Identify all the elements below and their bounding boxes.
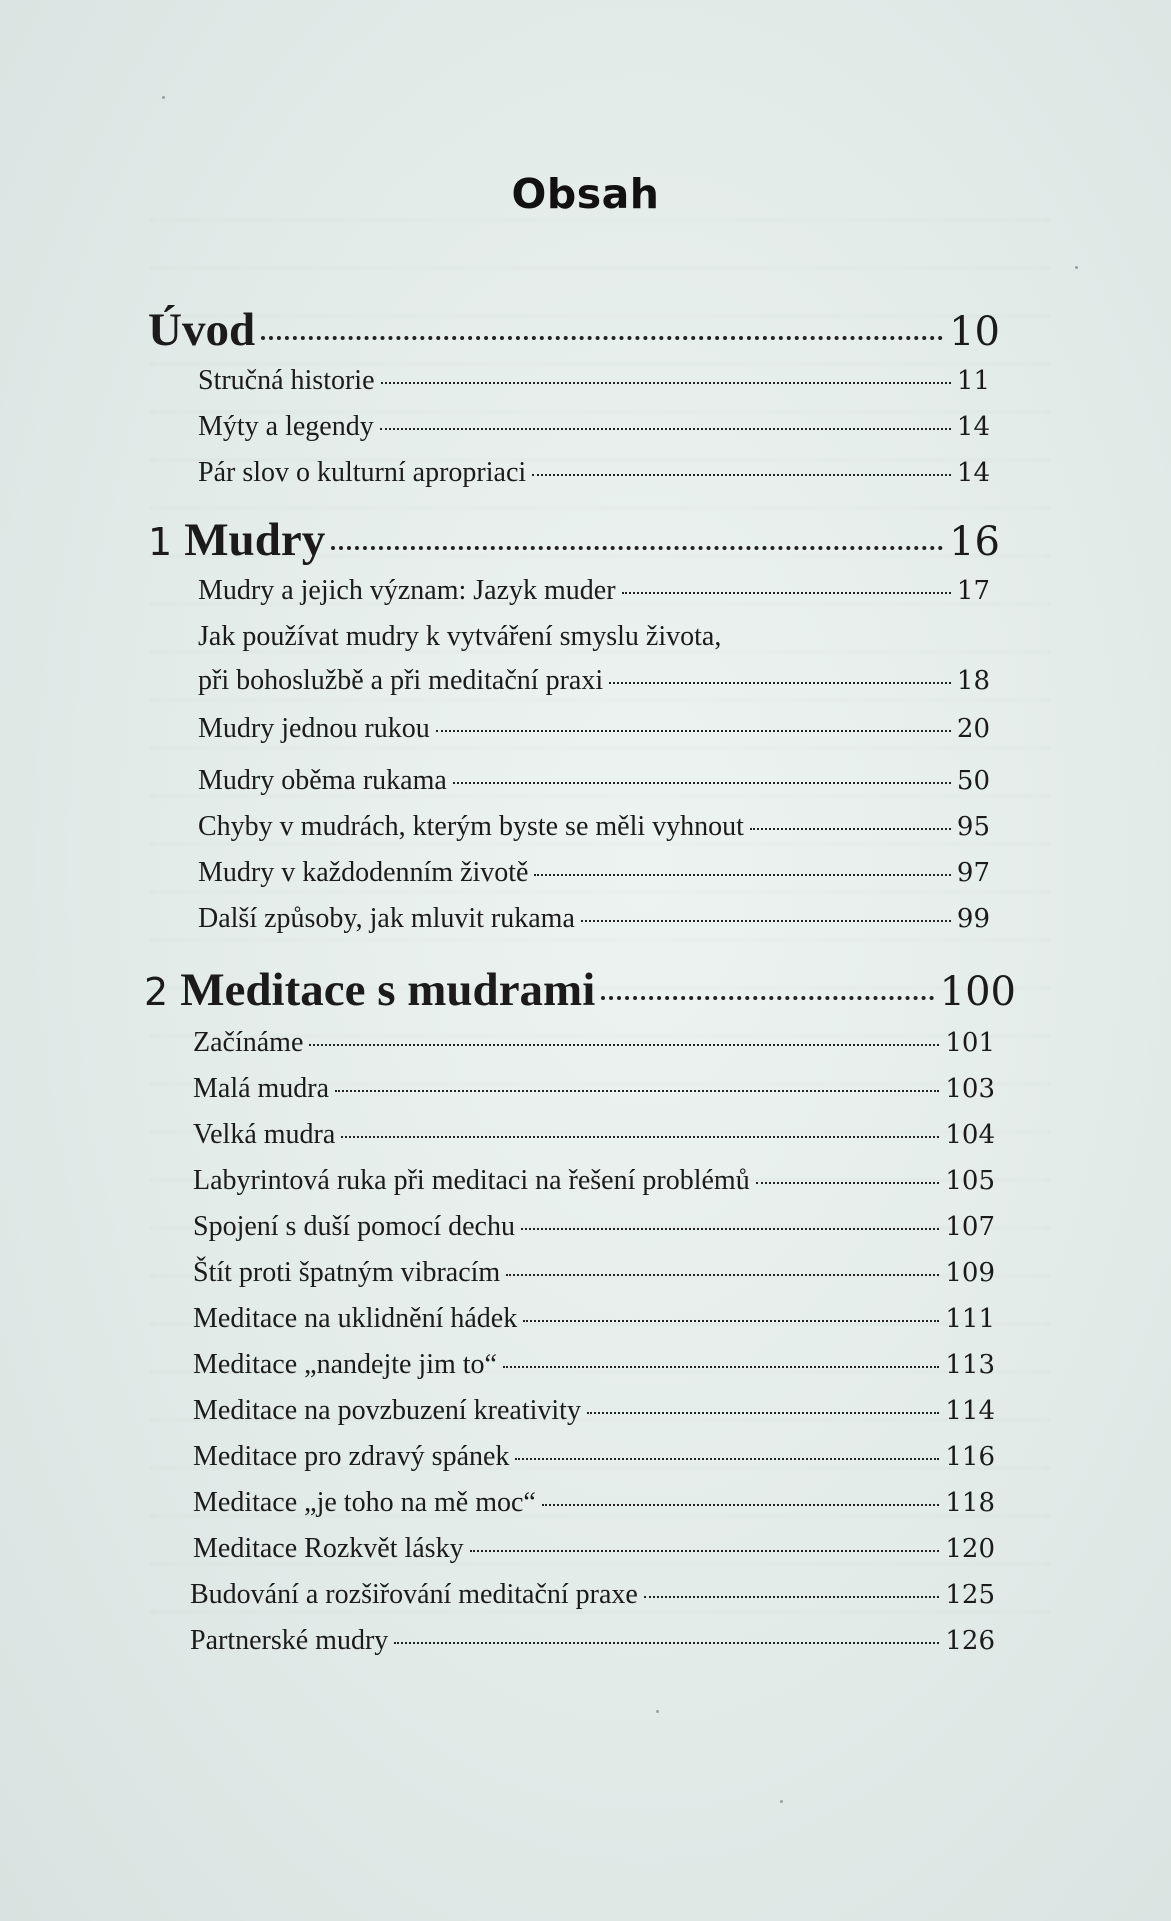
toc-entry <box>193 1257 995 1289</box>
toc-entry <box>198 665 990 697</box>
dot-leader <box>756 1182 940 1184</box>
toc-page-number: 50 <box>956 766 990 796</box>
toc-page-number: 20 <box>956 714 990 744</box>
paper-speck <box>1075 266 1078 269</box>
toc-entry <box>193 1395 995 1427</box>
toc-chapter-number: 2 <box>144 970 169 1014</box>
dot-leader <box>380 428 951 430</box>
toc-entry <box>193 1349 995 1381</box>
toc-entry <box>193 1073 995 1105</box>
toc-page-number: 126 <box>945 1626 995 1656</box>
toc-entry <box>193 1165 995 1197</box>
toc-page-number: 114 <box>945 1396 995 1426</box>
dot-leader <box>503 1366 939 1368</box>
toc-entry <box>193 1441 995 1473</box>
toc-page-number: 111 <box>945 1304 995 1334</box>
dot-leader <box>309 1044 939 1046</box>
dot-leader <box>609 682 951 684</box>
toc-page-number: 104 <box>945 1120 995 1150</box>
dot-leader <box>261 336 943 340</box>
toc-entry-title: Další způsoby, jak mluvit rukama <box>198 903 575 934</box>
paper-speck <box>656 1710 659 1713</box>
toc-entry <box>193 1211 995 1243</box>
toc-entry-title: Mudry jednou rukou <box>198 713 430 744</box>
toc-page-number: 103 <box>945 1074 995 1104</box>
toc-entry <box>198 457 990 489</box>
toc-page-number: 14 <box>956 412 990 442</box>
toc-entry-title: Spojení s duší pomocí dechu <box>193 1211 515 1242</box>
toc-chapter-title: Mudry <box>184 514 326 566</box>
toc-entry-title: při bohoslužbě a při meditační praxi <box>198 665 604 696</box>
paper-speck <box>780 1800 783 1803</box>
toc-entry-title: Mýty a legendy <box>198 411 374 442</box>
toc-entry-title: Meditace na povzbuzení kreativity <box>193 1395 581 1426</box>
toc-page-number: 11 <box>956 366 990 396</box>
toc-chapter-title: Úvod <box>148 304 256 356</box>
dot-leader <box>394 1642 939 1644</box>
toc-entry <box>198 575 990 607</box>
page-title: Obsah <box>511 170 660 218</box>
dot-leader <box>622 592 951 594</box>
toc-entry <box>198 365 990 397</box>
dot-leader <box>534 874 950 876</box>
dot-leader <box>470 1550 940 1552</box>
dot-leader <box>601 996 933 1000</box>
toc-entry-title: Malá mudra <box>193 1073 330 1104</box>
dot-leader <box>515 1458 939 1460</box>
toc-page-number: 95 <box>956 812 990 842</box>
toc-entry <box>193 1027 995 1059</box>
dot-leader <box>506 1274 939 1276</box>
toc-entry-title: Meditace pro zdravý spánek <box>193 1441 510 1472</box>
dot-leader <box>453 782 951 784</box>
toc-entry <box>198 713 990 745</box>
toc-entry-title: Začínáme <box>193 1027 304 1058</box>
toc-page-number: 10 <box>949 309 1000 355</box>
toc-page-number: 18 <box>956 666 990 696</box>
toc-entry-title: Chyby v mudrách, kterým byste se měli vyhnout <box>198 811 744 842</box>
toc-chapter-uvod <box>148 303 1000 357</box>
dot-leader <box>521 1228 939 1230</box>
toc-entry <box>198 903 990 935</box>
toc-entry <box>193 1303 995 1335</box>
toc-entry-title: Meditace „je toho na mě moc“ <box>193 1487 536 1518</box>
toc-entry <box>190 1625 995 1657</box>
toc-entry-title: Mudry oběma rukama <box>198 765 447 796</box>
dot-leader <box>335 1090 939 1092</box>
toc-entry <box>193 1119 995 1151</box>
dot-leader <box>542 1504 940 1506</box>
toc-page-number: 120 <box>945 1534 995 1564</box>
toc-entry-title: Mudry v každodenním životě <box>198 857 529 888</box>
toc-entry-title: Meditace na uklidnění hádek <box>193 1303 518 1334</box>
toc-entry <box>198 811 990 843</box>
toc-entry-title: Štít proti špatným vibracím <box>193 1257 501 1288</box>
toc-entry <box>193 1533 995 1565</box>
dot-leader <box>436 730 951 732</box>
toc-page-number: 118 <box>945 1488 995 1518</box>
dot-leader <box>341 1136 939 1138</box>
toc-entry-title: Meditace „nandejte jim to“ <box>193 1349 497 1380</box>
dot-leader <box>587 1412 939 1414</box>
dot-leader <box>750 828 951 830</box>
toc-page-number: 113 <box>945 1350 995 1380</box>
paper-speck <box>162 96 165 99</box>
toc-entry-title: Budování a rozšiřování meditační praxe <box>190 1579 638 1610</box>
toc-entry <box>198 857 990 889</box>
toc-entry <box>198 411 990 443</box>
toc-entry-title: Jak používat mudry k vytváření smyslu života, <box>198 621 722 652</box>
toc-entry-title: Stručná historie <box>198 365 375 396</box>
toc-chapter-2 <box>144 963 1016 1017</box>
toc-entry-title: Velká mudra <box>193 1119 336 1150</box>
toc-entry <box>193 1487 995 1519</box>
toc-entry <box>198 765 990 797</box>
toc-page-number: 16 <box>949 519 1000 565</box>
toc-chapter-number: 1 <box>148 520 173 564</box>
toc-page-number: 107 <box>945 1212 995 1242</box>
dot-leader <box>581 920 951 922</box>
toc-chapter-1 <box>148 513 1000 567</box>
dot-leader <box>532 474 951 476</box>
toc-entry-title: Partnerské mudry <box>190 1625 389 1656</box>
toc-page-number: 99 <box>956 904 990 934</box>
toc-page-number: 100 <box>939 969 1016 1015</box>
toc-page-number: 109 <box>945 1258 995 1288</box>
dot-leader <box>331 546 943 550</box>
toc-page-number: 14 <box>956 458 990 488</box>
toc-page-number: 105 <box>945 1166 995 1196</box>
toc-entry-title: Mudry a jejich význam: Jazyk muder <box>198 575 616 606</box>
toc-entry-title: Meditace Rozkvět lásky <box>193 1533 464 1564</box>
dot-leader <box>644 1596 940 1598</box>
toc-page-number: 17 <box>956 576 990 606</box>
toc-entry-title: Pár slov o kulturní apropriaci <box>198 457 527 488</box>
toc-page-number: 116 <box>945 1442 995 1472</box>
toc-page-number: 97 <box>956 858 990 888</box>
dot-leader <box>523 1320 939 1322</box>
toc-page-number: 125 <box>945 1580 995 1610</box>
toc-entry <box>190 1579 995 1611</box>
toc-page-number: 101 <box>945 1028 995 1058</box>
dot-leader <box>381 382 951 384</box>
toc-entry-title: Labyrintová ruka při meditaci na řešení problémů <box>193 1165 750 1196</box>
toc-chapter-title: Meditace s mudrami <box>180 964 596 1016</box>
toc-entry-continued <box>198 621 990 653</box>
